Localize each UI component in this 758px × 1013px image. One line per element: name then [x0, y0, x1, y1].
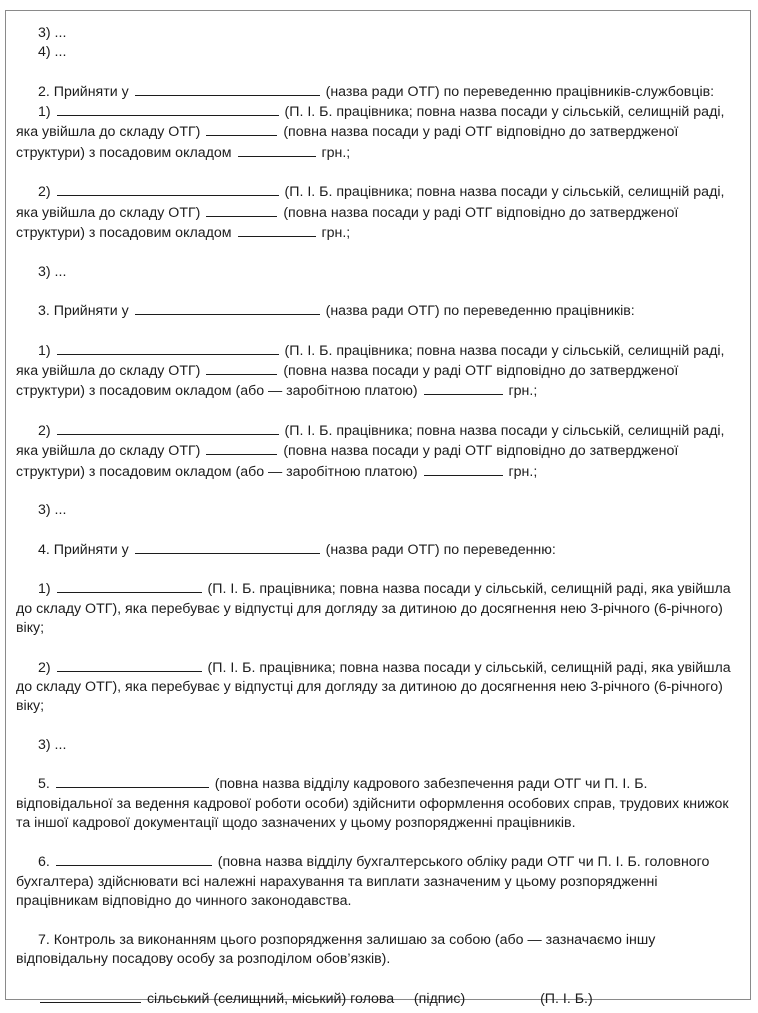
section-4-item-1: 1) (П. І. Б. працівника; повна назва посади у сільській, селищній раді, яка увійшла до складу ОТГ), яка перебуває у відпустці для догляду за дитиною до досягнення нею 3-річного (6-річного) віку;	[16, 581, 731, 636]
list-item: 3) ...	[38, 25, 67, 41]
list-item: 3) ...	[38, 502, 67, 519]
salary-blank	[424, 462, 503, 476]
council-name-blank	[135, 82, 320, 96]
section-4-intro: 4. Прийняти у (назва ради ОТГ) по переведенню:	[38, 541, 556, 558]
document-body	[16, 24, 738, 1009]
position-blank	[206, 203, 277, 217]
employee-name-blank	[57, 658, 202, 672]
section-7: 7. Контроль за виконанням цього розпорядження залишаю за собою (або — зазначаємо іншу відповідальну посадову особу за розподілом обов’язків).	[16, 931, 656, 967]
accounting-department-blank	[56, 852, 212, 866]
position-blank	[206, 361, 277, 375]
section-3-item-1: 1) (П. І. Б. працівника; повна назва посади у сільській, селищній раді, яка увійшла до складу ОТГ) (повна назва посади у раді ОТГ відповідно до затвердженої структури) з посадовим окладом (або — заробітною платою) грн.;	[16, 342, 725, 400]
signature-role: сільський (селищний, міський) голова	[146, 990, 395, 1007]
list-item: 3) ...	[38, 263, 67, 280]
employee-name-blank	[57, 421, 279, 435]
hr-department-blank	[56, 774, 209, 788]
section-5: 5. (повна назва відділу кадрового забезпечення ради ОТГ чи П. І. Б. відповідальної за ведення кадрової роботи особи) здійснити оформлення особових справ, трудових книжок та іншої кадрової документації щодо зазначених у цьому розпорядженні працівників.	[16, 776, 729, 831]
salary-blank	[238, 223, 316, 237]
section-2-item-2: 2) (П. І. Б. працівника; повна назва посади у сільській, селищній раді, яка увійшла до складу ОТГ) (повна назва посади у раді ОТГ відповідно до затвердженої структури) з посадовим окладом грн.;	[16, 184, 725, 241]
position-blank	[206, 122, 277, 136]
section-3-intro: 3. Прийняти у (назва ради ОТГ) по переведенню працівників:	[38, 303, 635, 320]
signature-sign: (підпис)	[413, 990, 466, 1007]
position-blank	[206, 441, 277, 455]
signature-line	[16, 989, 738, 1009]
signature-blank	[40, 989, 141, 1003]
section-3-item-2: 2) (П. І. Б. працівника; повна назва посади у сільській, селищній раді, яка увійшла до складу ОТГ) (повна назва посади у раді ОТГ відповідно до затвердженої структури) з посадовим окладом (або — заробітною платою) грн.;	[16, 422, 725, 480]
council-name-blank	[135, 301, 320, 315]
section-2-item-1: 1) (П. І. Б. працівника; повна назва посади у сільській, селищній раді, яка увійшла до складу ОТГ) (повна назва посади у раді ОТГ відповідно до затвердженої структури) з посадовим окладом грн.;	[16, 104, 725, 161]
employee-name-blank	[57, 579, 202, 593]
employee-name-blank	[57, 341, 279, 355]
section-2-intro: 2. Прийняти у (назва ради ОТГ) по переведенню працівників-службовців:	[38, 83, 715, 100]
signature-name: (П. І. Б.)	[540, 990, 593, 1007]
list-item: 4) ...	[38, 44, 67, 61]
salary-blank	[238, 143, 316, 157]
council-name-blank	[135, 540, 320, 554]
employee-name-blank	[57, 102, 279, 116]
list-item: 3) ...	[38, 736, 67, 753]
employee-name-blank	[57, 182, 279, 196]
salary-blank	[424, 381, 503, 395]
section-4-item-2: 2) (П. І. Б. працівника; повна назва посади у сільській, селищній раді, яка увійшла до складу ОТГ), яка перебуває у відпустці для догляду за дитиною до досягнення нею 3-річного (6-річного) віку;	[16, 659, 731, 715]
section-6: 6. (повна назва відділу бухгалтерського обліку ради ОТГ чи П. І. Б. головного бухгалтера) здійснювати всі належні нарахування та виплати зазначеним у цьому розпорядженні працівникам відповідно до чинного законодавства.	[16, 854, 710, 910]
